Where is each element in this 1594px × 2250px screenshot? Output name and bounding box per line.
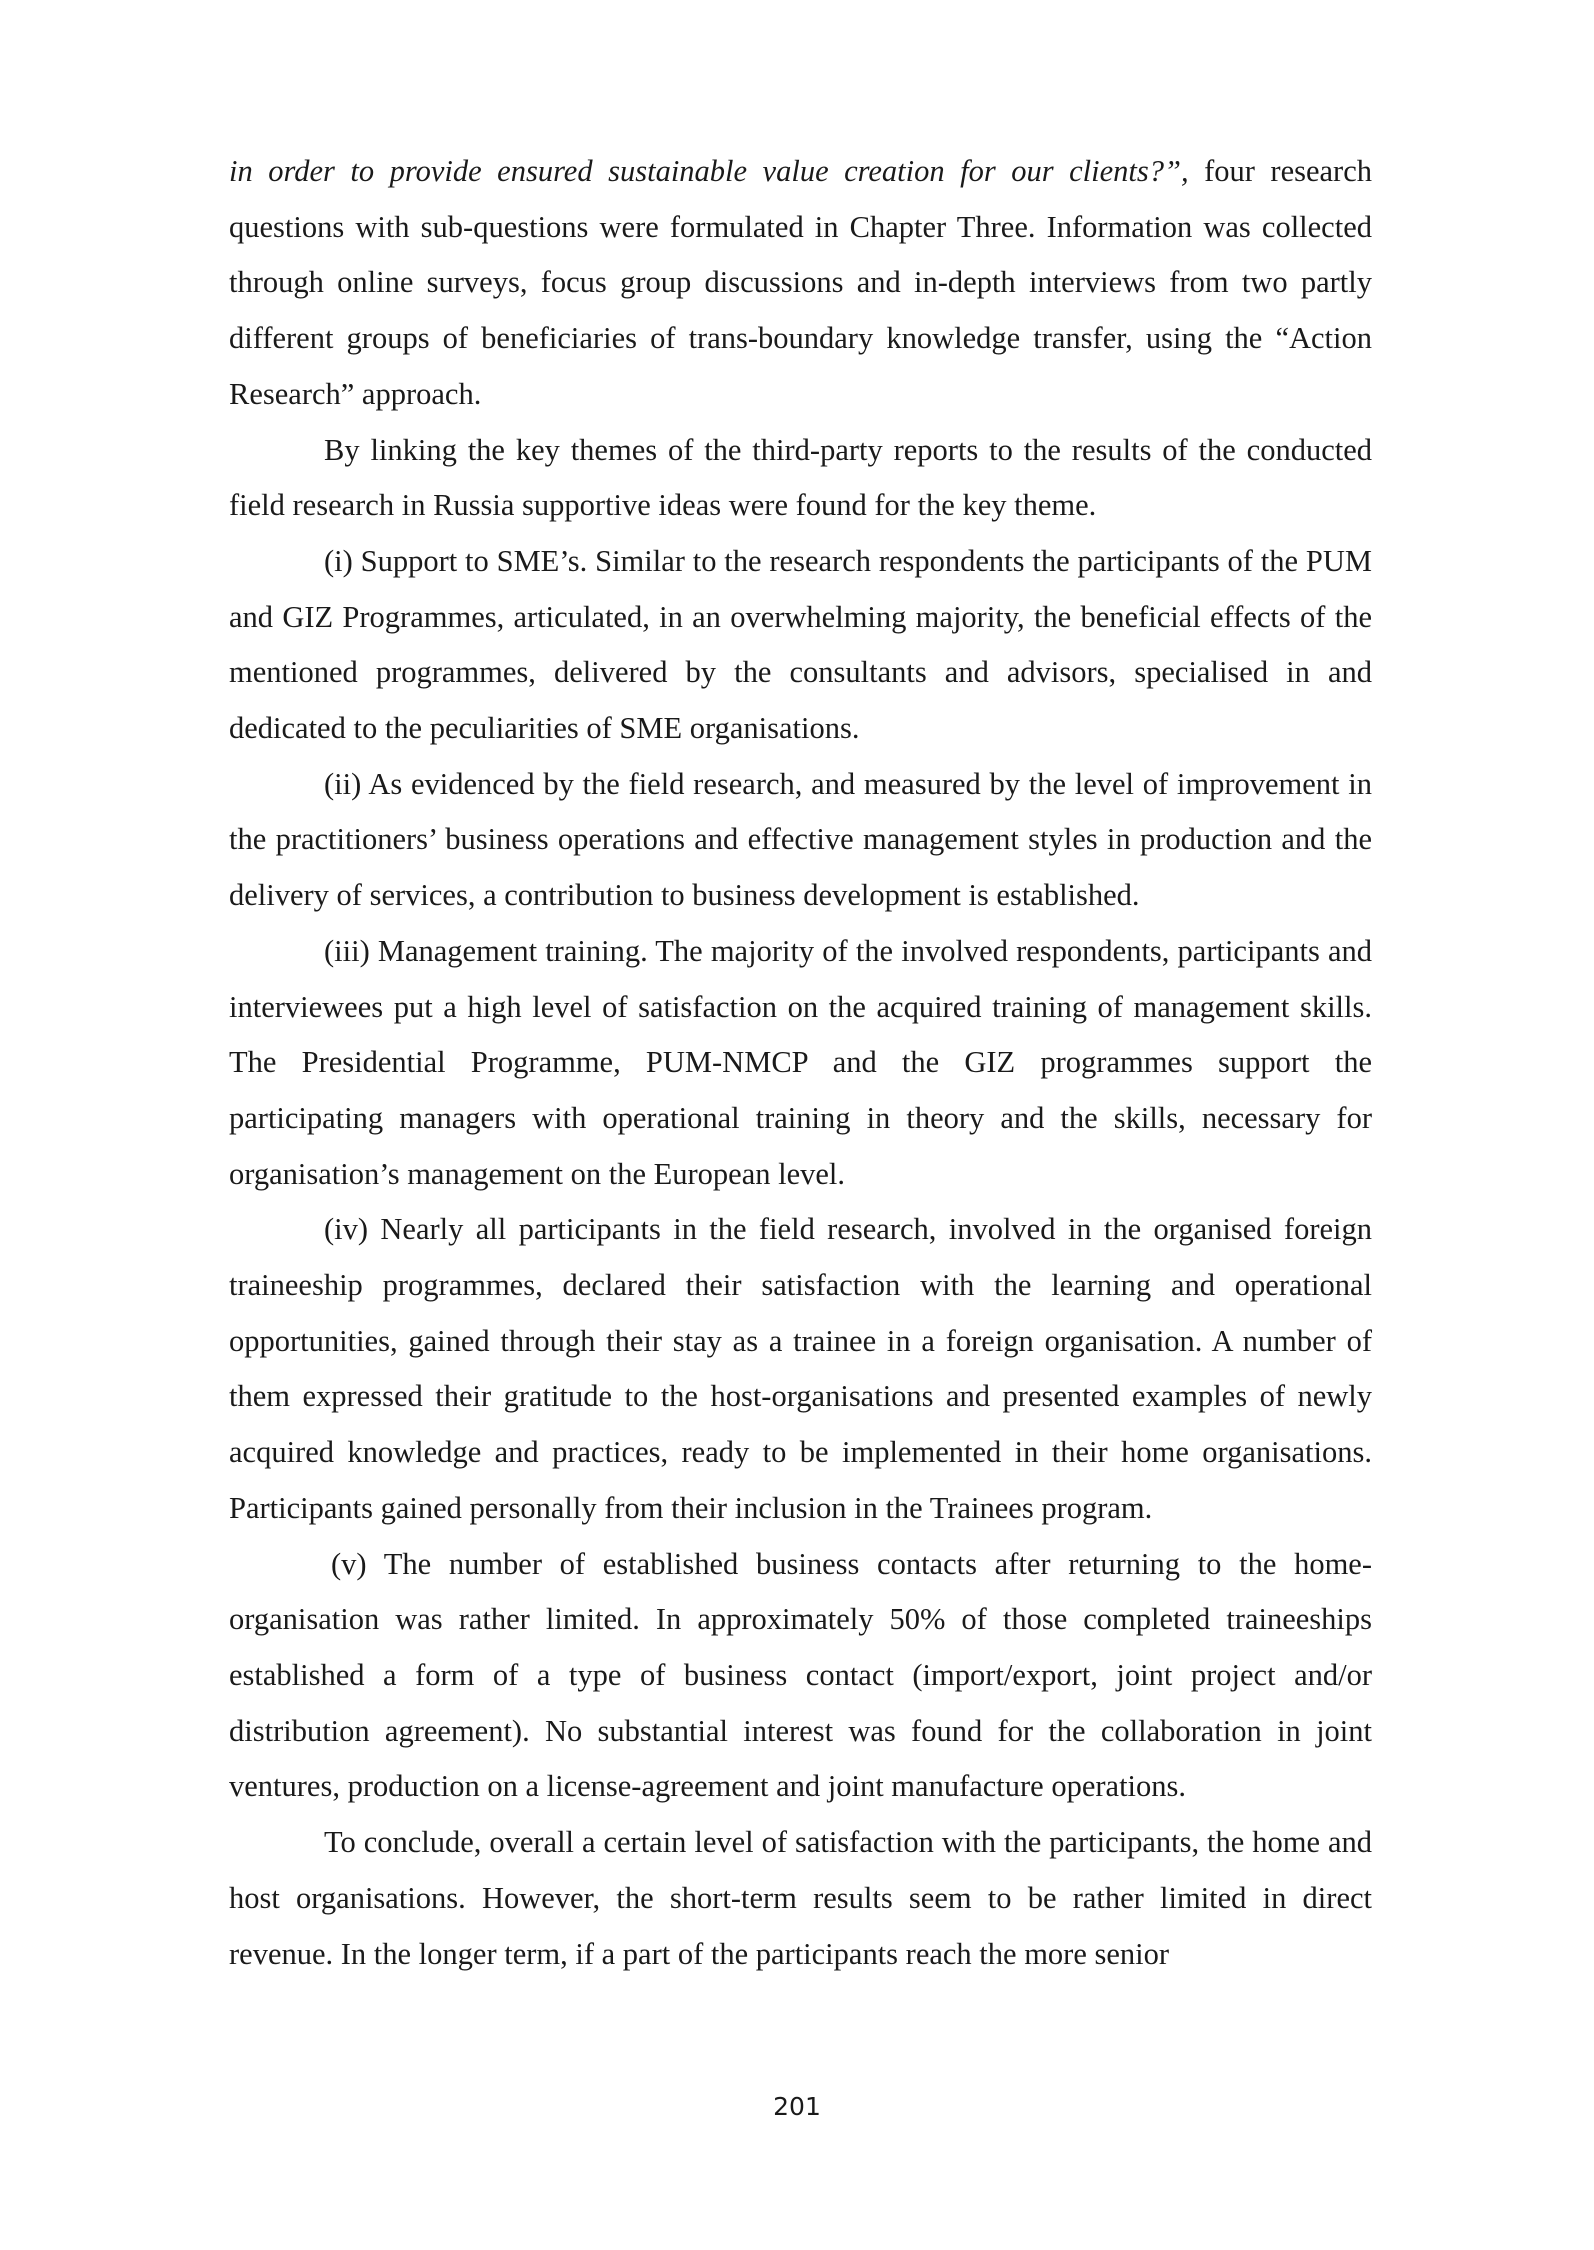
- paragraph-management-training: (iii) Management training. The majority of the involved respondents, participants and interviewees put a high level of satisfaction on the acquired training of management skills. The Presidential Programme, PUM-NMCP and the GIZ programmes support the participating managers with operational training in theory and the skills, necessary for organisation’s management on the European level.: [229, 933, 1372, 1191]
- document-body: [229, 144, 1372, 1982]
- paragraph-business-contacts: (v) The number of established business contacts after returning to the home-organisation was rather limited. In approximately 50% of those completed traineeships established a form of a type of business contact (import/export, joint project and/or distribution agreement). No substantial interest was found for the collaboration in joint ventures, production on a license-agreement and joint manufacture operations.: [229, 1546, 1372, 1804]
- paragraph-traineeship: (iv) Nearly all participants in the field research, involved in the organised foreign traineeship programmes, declared their satisfaction with the learning and operational opportunities, gained through their stay as a trainee in a foreign organisation. A number of them expressed their gratitude to the host-organisations and presented examples of newly acquired knowledge and practices, ready to be implemented in their home organisations. Participants gained personally from their inclusion in the Trainees program.: [229, 1212, 1372, 1525]
- italic-question-fragment: in order to provide ensured sustainable value creation for our clients?”,: [229, 154, 1189, 188]
- page-number: 201: [773, 2092, 821, 2121]
- paragraph-text: four research questions with sub-questions were formulated in Chapter Three. Information was collected through online surveys, focus group discussions and in-depth interviews from two partly different groups of beneficiaries of trans-boundary knowledge transfer, using the “Action Research” approach.: [229, 154, 1372, 411]
- paragraph-conclusion: To conclude, overall a certain level of satisfaction with the participants, the home and host organisations. However, the short-term results seem to be rather limited in direct revenue. In the longer term, if a part of the participants reach the more senior: [229, 1825, 1372, 1971]
- paragraph-key-themes: By linking the key themes of the third-party reports to the results of the conducted field research in Russia supportive ideas were found for the key theme.: [229, 432, 1372, 523]
- paragraph-support-to-smes: (i) Support to SME’s. Similar to the research respondents the participants of the PUM and GIZ Programmes, articulated, in an overwhelming majority, the beneficial effects of the mentioned programmes, delivered by the consultants and advisors, specialised in and dedicated to the peculiarities of SME organisations.: [229, 543, 1372, 746]
- paragraph-research-question-continuation: [229, 144, 1372, 423]
- paragraph-business-development: (ii) As evidenced by the field research, and measured by the level of improvement in the practitioners’ business operations and effective management styles in production and the delivery of services, a contribution to business development is established.: [229, 766, 1372, 913]
